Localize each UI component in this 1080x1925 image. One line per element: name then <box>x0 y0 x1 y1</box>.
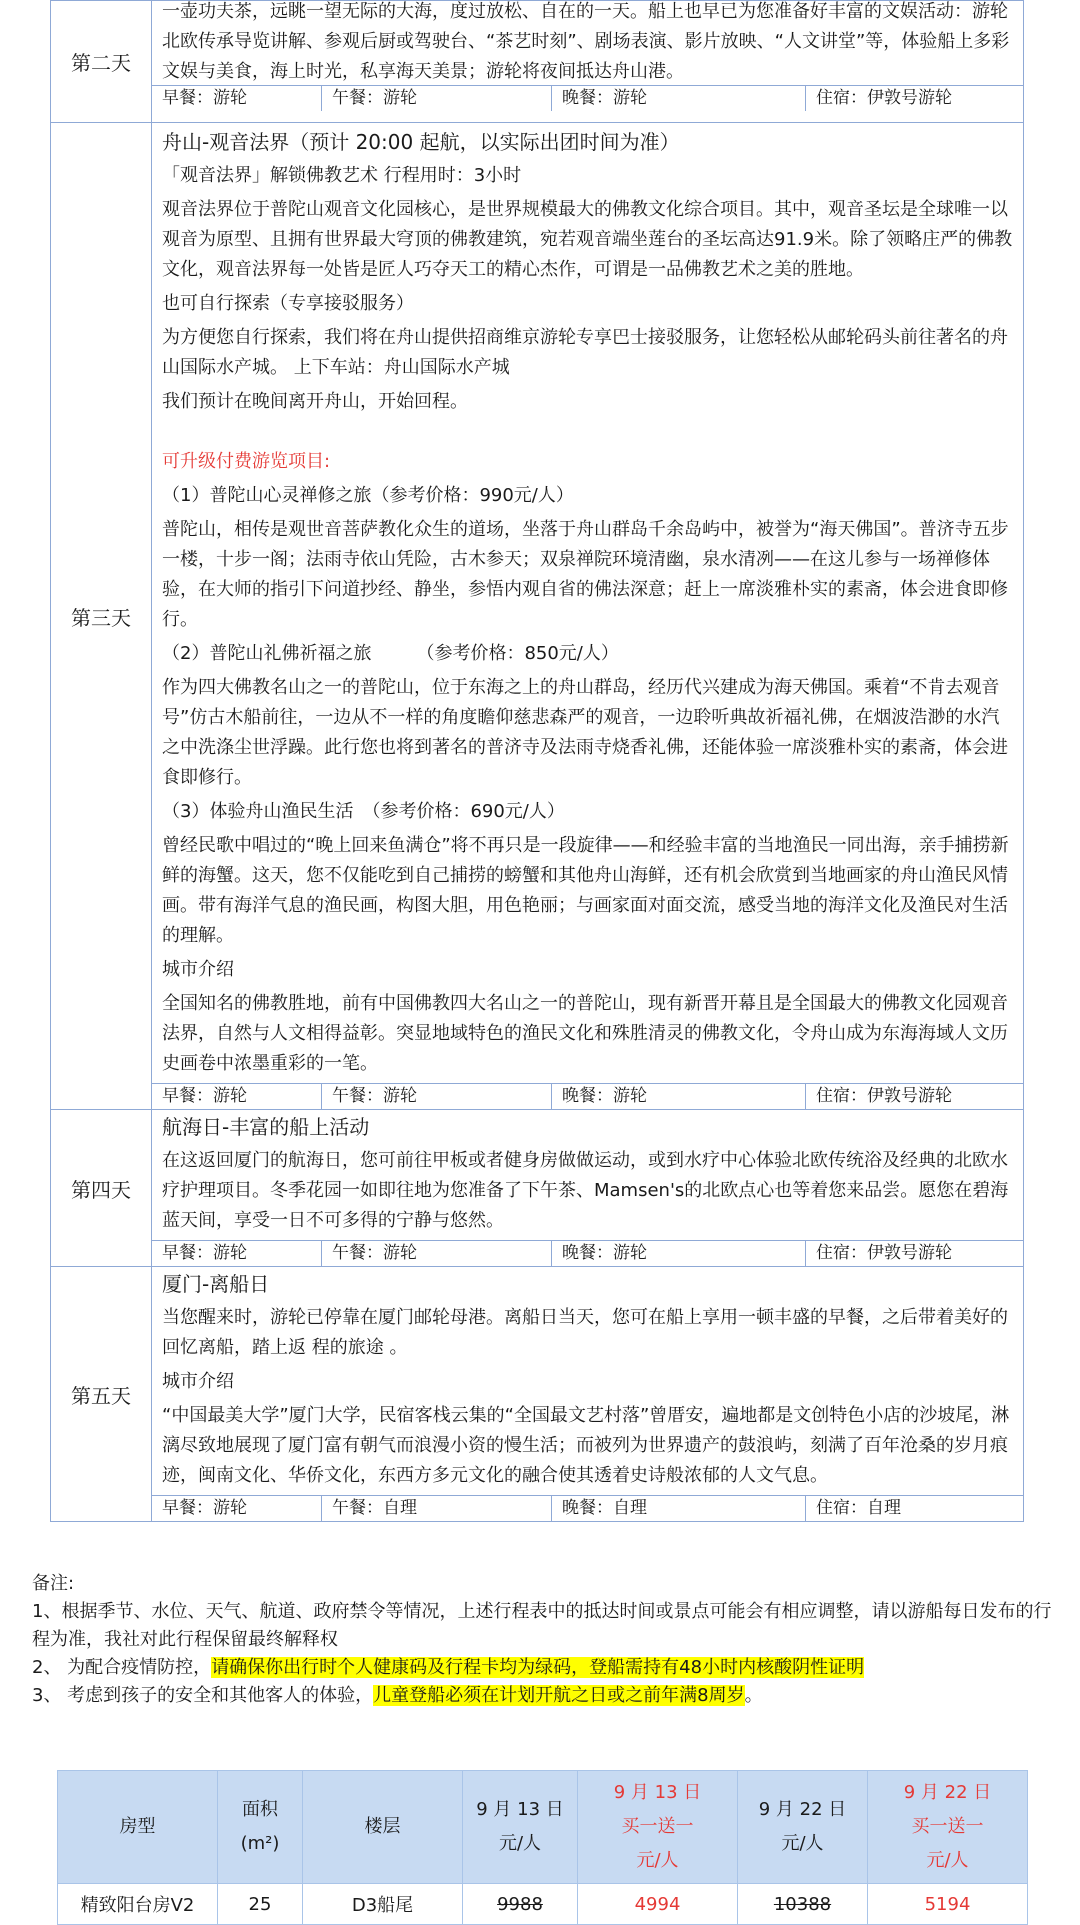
meals-row <box>152 1240 1023 1266</box>
subtitle: 「观音法界」解锁佛教艺术 行程用时：3小时 <box>162 165 522 186</box>
room-type: 精致阳台房V2 <box>58 1884 218 1925</box>
price-date-1: 9988 <box>463 1884 578 1925</box>
accommodation: 住宿：伊敦号游轮 <box>816 1243 952 1263</box>
lunch: 午餐：自理 <box>322 1496 552 1521</box>
day-content <box>152 1 1024 123</box>
city-intro-title: 城市介绍 <box>162 959 234 980</box>
header-date-1-promo: 9 月 13 日 买一送一 元/人 <box>578 1771 738 1884</box>
day-paragraph: 为方便您自行探索，我们将在舟山提供招商维京游轮专享巴士接驳服务，让您轻松从邮轮码头前往著名的舟山国际水产城。 上下车站：舟山国际水产城 <box>162 327 1008 378</box>
day-label: 第五天 <box>51 1267 152 1522</box>
day-row <box>51 123 1024 1110</box>
day-content <box>152 1267 1024 1522</box>
day-paragraph: 当您醒来时，游轮已停靠在厦门邮轮母港。离船日当天，您可在船上享用一顿丰盛的早餐，之后带着美好的回忆离船，踏上返 程的旅途 。 <box>162 1307 1008 1358</box>
breakfast: 早餐：游轮 <box>152 1496 322 1521</box>
day-paragraph: 一壶功夫茶，远眺一望无际的大海，度过放松、自在的一天。船上也早已为您准备好丰富的文娱活动：游轮北欧传承导览讲解、参观后厨或驾驶台、“茶艺时刻”、剧场表演、影片放映、“人文讲堂”等，体验船上多彩 文娱与美食，海上时光，私享海天美景；游轮将夜间抵达舟山港。 <box>162 1 1010 82</box>
room-area: 25 <box>218 1884 303 1925</box>
price-date-1-promo: 4994 <box>578 1884 738 1925</box>
header-room: 房型 <box>58 1771 218 1884</box>
day-label: 第二天 <box>51 1 152 123</box>
notes-section <box>32 1570 1052 1710</box>
header-area: 面积 (m²) <box>218 1771 303 1884</box>
note-highlight: 请确保你出行时个人健康码及行程卡均为绿码，登船需持有48小时内核酸阴性证明 <box>211 1657 865 1678</box>
day-row <box>51 1 1024 123</box>
note-item <box>32 1654 1052 1682</box>
price-date-2-promo: 5194 <box>868 1884 1028 1925</box>
itinerary-table <box>50 0 1024 1522</box>
day-content <box>152 1110 1024 1267</box>
day-paragraph: 我们预计在晚间离开舟山，开始回程。 <box>162 391 468 412</box>
breakfast: 早餐：游轮 <box>152 1241 322 1266</box>
day-title: 舟山-观音法界（预计 20:00 起航，以实际出团时间为准） <box>162 130 680 154</box>
accommodation: 住宿：自理 <box>816 1498 901 1518</box>
option-text: 作为四大佛教名山之一的普陀山，位于东海之上的舟山群岛，经历代兴建成为海天佛国。乘着“不肯去观音号”仿古木船前往，一边从不一样的角度瞻仰慈悲森严的观音，一边聆听典故祈福礼佛，在烟波浩渺的水汽之中洗涤尘世浮躁。此行您也将到著名的普济寺及法雨寺烧香礼佛，还能体验一席淡雅朴实的素斋，体会进食即修行。 <box>162 677 1008 788</box>
note-item: 1、根据季节、水位、天气、航道、政府禁令等情况，上述行程表中的抵达时间或景点可能会有相应调整，请以游船每日发布的行程为准，我社对此行程保留最终解释权 <box>32 1601 1052 1650</box>
dinner: 晚餐：游轮 <box>552 1241 806 1266</box>
day-content <box>152 123 1024 1110</box>
room-floor: D3船尾 <box>303 1884 463 1925</box>
subtitle: 也可自行探索（专享接驳服务） <box>162 293 414 314</box>
dinner: 晚餐：游轮 <box>552 1084 806 1109</box>
header-date-2: 9 月 22 日 元/人 <box>738 1771 868 1884</box>
option-title: （3）体验舟山渔民生活 （参考价格：690元/人） <box>162 801 565 822</box>
day-title: 厦门-离船日 <box>162 1272 270 1296</box>
header-date-2-promo: 9 月 22 日 买一送一 元/人 <box>868 1771 1028 1884</box>
option-text: 曾经民歌中唱过的“晚上回来鱼满仓”将不再只是一段旋律——和经验丰富的当地渔民一同出海，亲手捕捞新鲜的海蟹。这天，您不仅能吃到自己捕捞的螃蟹和其他舟山海鲜，还有机会欣赏到当地画家的舟山渔民风情画。带有海洋气息的渔民画，构图大胆，用色艳丽；与画家面对面交流，感受当地的海洋文化及渔民对生活的理解。 <box>162 835 1009 946</box>
lunch: 午餐：游轮 <box>322 1241 552 1266</box>
day-row <box>51 1267 1024 1522</box>
lunch: 午餐：游轮 <box>322 1084 552 1109</box>
option-title: （2）普陀山礼佛祈福之旅 （参考价格：850元/人） <box>162 643 619 664</box>
meals-row <box>152 1083 1023 1109</box>
day-row <box>51 1110 1024 1267</box>
option-title: （1）普陀山心灵禅修之旅（参考价格：990元/人） <box>162 485 574 506</box>
price-header-row <box>58 1771 1028 1884</box>
note-text: 3、 考虑到孩子的安全和其他客人的体验， <box>32 1685 374 1706</box>
accommodation: 住宿：伊敦号游轮 <box>816 88 952 108</box>
city-intro-title: 城市介绍 <box>162 1371 234 1392</box>
day-paragraph: 观音法界位于普陀山观音文化园核心，是世界规模最大的佛教文化综合项目。其中，观音圣坛是全球唯一以观音为原型、且拥有世界最大穹顶的佛教建筑，宛若观音端坐莲台的圣坛高达91.9米。除了领略庄严的佛教文化，观音法界每一处皆是匠人巧夺天工的精心杰作，可谓是一品佛教艺术之美的胜地。 <box>162 199 1013 280</box>
meals-row <box>152 1495 1023 1521</box>
upgrade-title: 可升级付费游览项目: <box>162 451 331 472</box>
dinner: 晚餐：游轮 <box>552 86 806 111</box>
note-highlight: 儿童登船必须在计划开航之日或之前年满8周岁 <box>373 1685 745 1706</box>
dinner: 晚餐：自理 <box>552 1496 806 1521</box>
breakfast: 早餐：游轮 <box>152 1084 322 1109</box>
meals-row <box>152 85 1023 111</box>
notes-title: 备注: <box>32 1573 75 1594</box>
city-intro-text: “中国最美大学”厦门大学，民宿客栈云集的“全国最文艺村落”曾厝安，遍地都是文创特色小店的沙坡尾，淋漓尽致地展现了厦门富有朝气而浪漫小资的慢生活；而被列为世界遗产的鼓浪屿，刻满了百年沧桑的岁月痕迹，闽南文化、华侨文化，东西方多元文化的融合使其透着史诗般浓郁的人文气息。 <box>162 1405 1010 1486</box>
header-floor: 楼层 <box>303 1771 463 1884</box>
note-text: 。 <box>744 1685 763 1706</box>
day-title: 航海日-丰富的船上活动 <box>162 1115 370 1139</box>
price-table <box>57 1770 1028 1925</box>
day-paragraph: 在这返回厦门的航海日，您可前往甲板或者健身房做做运动，或到水疗中心体验北欧传统浴及经典的北欧水疗护理项目。冬季花园一如即往地为您准备了下午茶、Mamsen's的北欧点心也等着您来品尝。愿您在碧海蓝天间，享受一日不可多得的宁静与悠然。 <box>162 1150 1009 1231</box>
city-intro-text: 全国知名的佛教胜地，前有中国佛教四大名山之一的普陀山，现有新晋开幕且是全国最大的佛教文化园观音法界，自然与人文相得益彰。突显地域特色的渔民文化和殊胜清灵的佛教文化，令舟山成为东海海域人文历史画卷中浓墨重彩的一笔。 <box>162 993 1008 1074</box>
lunch: 午餐：游轮 <box>322 86 552 111</box>
header-date-1: 9 月 13 日 元/人 <box>463 1771 578 1884</box>
day-label: 第三天 <box>51 123 152 1110</box>
note-text: 2、 为配合疫情防控， <box>32 1657 212 1678</box>
day-label: 第四天 <box>51 1110 152 1267</box>
option-text: 普陀山，相传是观世音菩萨教化众生的道场，坐落于舟山群岛千余岛屿中，被誉为“海天佛国”。普济寺五步一楼，十步一阁；法雨寺依山凭险，古木参天；双泉禅院环境清幽，泉水清冽——在这儿参与一场禅修体验，在大师的指引下问道抄经、静坐，参悟内观自省的佛法深意；赶上一席淡雅朴实的素斋，体会进食即修行。 <box>162 519 1009 630</box>
note-item <box>32 1682 1052 1710</box>
price-row <box>58 1884 1028 1925</box>
accommodation: 住宿：伊敦号游轮 <box>816 1086 952 1106</box>
breakfast: 早餐：游轮 <box>152 86 322 111</box>
price-date-2: 10388 <box>738 1884 868 1925</box>
